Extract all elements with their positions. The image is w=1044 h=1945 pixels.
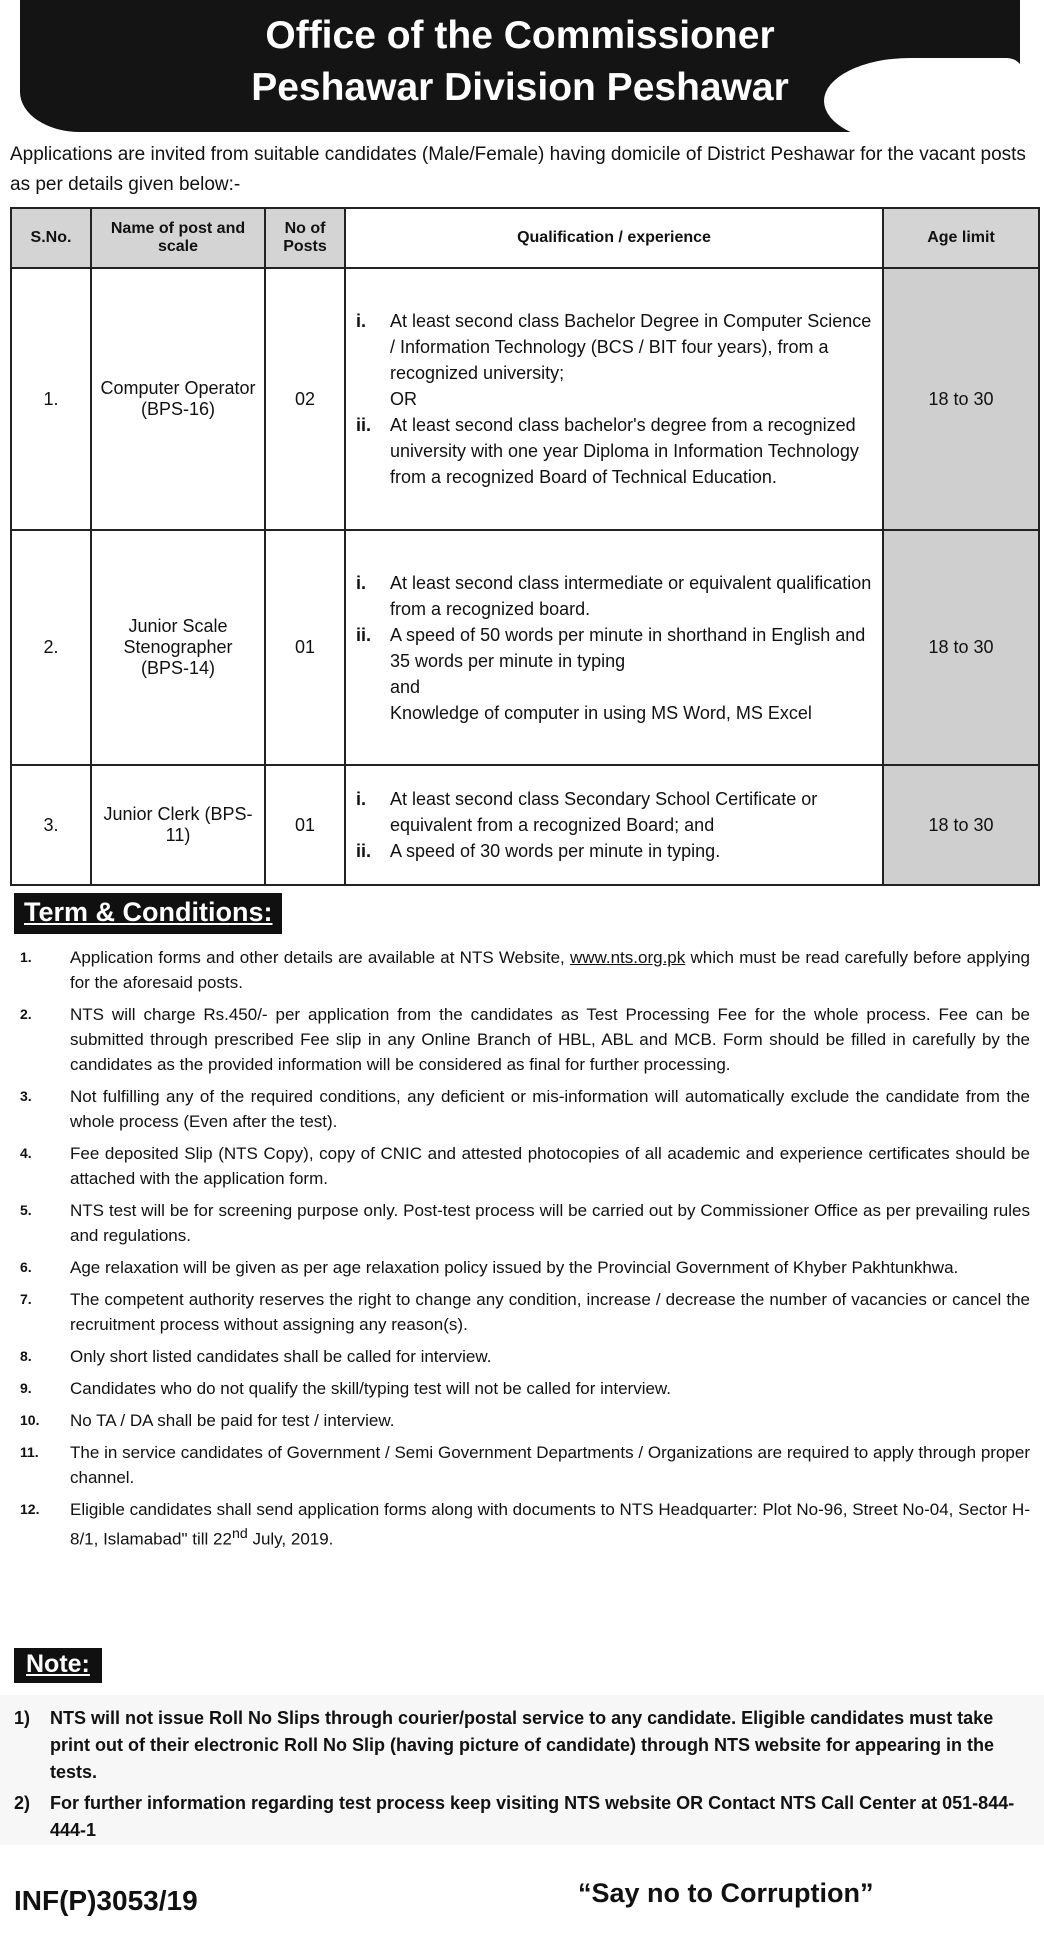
qual-text: At least second class bachelor's degree from a recognized university with one year Diploma in Information Technology from a recognized Board of Technical Education. [390, 415, 859, 487]
list-item: 8. Only short listed candidates shall be called for interview. [20, 1347, 492, 1366]
row-sno: 1. [11, 268, 91, 530]
list-item: 6. Age relaxation will be given as per age relaxation policy issued by the Provincial Government of Khyber Pakhtunkhwa. [20, 1258, 959, 1277]
slogan: “Say no to Corruption” [578, 1878, 874, 1908]
posts-table [10, 207, 1040, 886]
list-item: 1. Application forms and other details are available at NTS Website, www.nts.org.pk which must be read carefully before applying for the aforesaid posts. [20, 948, 1030, 992]
list-item: 4. Fee deposited Slip (NTS Copy), copy of CNIC and attested photocopies of all academic and experience certificates should be attached with the application form. [20, 1144, 1030, 1188]
table-row [11, 530, 1039, 765]
qual-num: ii. [356, 624, 372, 645]
qual-num: i. [356, 311, 367, 331]
row-sno: 3. [11, 765, 91, 885]
row-qualification [345, 530, 883, 765]
qual-text: A speed of 30 words per minute in typing. [390, 841, 721, 861]
list-item: 3. Not fulfilling any of the required conditions, any deficient or mis-information will automatically exclude the candidate from the whole process (Even after the test). [20, 1087, 1030, 1131]
table-header-row [11, 208, 1039, 268]
row-qualification [345, 765, 883, 885]
note-item: 1) NTS will not issue Roll No Slips through courier/postal service to any candidate. Eligible candidates must take print out of their electronic Roll No Slip (having picture of candidate) through NTS website for appearing in the tests. [14, 1708, 995, 1782]
table-row [11, 765, 1039, 885]
qual-text: Knowledge of computer in using MS Word, MS Excel [390, 702, 812, 723]
qual-text: and [390, 676, 421, 697]
row-posts: 01 [265, 765, 345, 885]
qual-num: ii. [356, 415, 372, 435]
note-heading: Note: [14, 1648, 102, 1683]
row-age-limit: 18 to 30 [883, 530, 1039, 765]
row-posts: 01 [265, 530, 345, 765]
table-row [11, 268, 1039, 530]
list-item: 11. The in service candidates of Government / Semi Government Departments / Organizations are required to apply through proper channel. [20, 1443, 1030, 1487]
row-age-limit: 18 to 30 [883, 765, 1039, 885]
row-age-limit: 18 to 30 [883, 268, 1039, 530]
row-posts: 02 [265, 268, 345, 530]
header-qualification: Qualification / experience [345, 208, 883, 268]
list-item: 2. NTS will charge Rs.450/- per application from the candidates as Test Processing Fee for the whole process. Fee can be submitted through prescribed Fee slip in any Online Branch of HBL, ABL and MCB. Form should be filled in carefully by the candidates as the provided information will be considered as final for further processing. [20, 1005, 1030, 1074]
qual-text: OR [390, 389, 417, 409]
header-sno: S.No. [11, 208, 91, 268]
header-posts: No of Posts [265, 208, 345, 268]
list-item: 12. Eligible candidates shall send application forms along with documents to NTS Headquarter: Plot No-96, Street No-04, Sector H-8/1, Islamabad" till 22nd July, 2019. [20, 1500, 1030, 1549]
row-qualification [345, 268, 883, 530]
header-title-line1: Office of the Commissioner [265, 14, 775, 57]
qual-text: At least second class Bachelor Degree in Computer Science / Information Technology (BCS / BIT four years), from a recognized university; [390, 311, 872, 383]
list-item: 7. The competent authority reserves the right to change any condition, increase / decrease the number of vacancies or cancel the recruitment process without assigning any reason(s). [20, 1290, 1030, 1334]
qual-num: i. [356, 572, 367, 593]
row-post-name: Computer Operator (BPS-16) [91, 268, 265, 530]
qual-num: i. [356, 789, 367, 809]
qual-text: A speed of 50 words per minute in shorthand in English and 35 words per minute in typing [390, 624, 866, 671]
header-age: Age limit [883, 208, 1039, 268]
list-item: 5. NTS test will be for screening purpose only. Post-test process will be carried out by Commissioner Office as per prevailing rules and regulations. [20, 1201, 1030, 1245]
qual-text: At least second class Secondary School Certificate or equivalent from a recognized Board; and [390, 789, 818, 835]
qual-text: At least second class intermediate or equivalent qualification from a recognized board. [390, 572, 872, 619]
terms-list [10, 945, 1030, 1559]
nts-website-link[interactable]: www.nts.org.pk [569, 948, 686, 967]
list-item: 10. No TA / DA shall be paid for test / interview. [20, 1411, 395, 1430]
intro-text: Applications are invited from suitable candidates (Male/Female) having domicile of District Peshawar for the vacant posts as per details given below:- [10, 144, 1026, 195]
list-item: 9. Candidates who do not qualify the skill/typing test will not be called for interview. [20, 1379, 671, 1398]
qual-num: ii. [356, 841, 372, 861]
header-title-line2: Peshawar Division Peshawar [251, 66, 789, 109]
header-banner [20, 0, 1020, 132]
note-item: 2) For further information regarding test process keep visiting NTS website OR Contact NTS Call Center at 051-844-444-1 [14, 1793, 1015, 1840]
row-post-name: Junior Scale Stenographer (BPS-14) [91, 530, 265, 765]
terms-heading: Term & Conditions: [14, 893, 282, 934]
row-post-name: Junior Clerk (BPS-11) [91, 765, 265, 885]
reference-number: INF(P)3053/19 [14, 1885, 198, 1916]
row-sno: 2. [11, 530, 91, 765]
header-name: Name of post and scale [91, 208, 265, 268]
